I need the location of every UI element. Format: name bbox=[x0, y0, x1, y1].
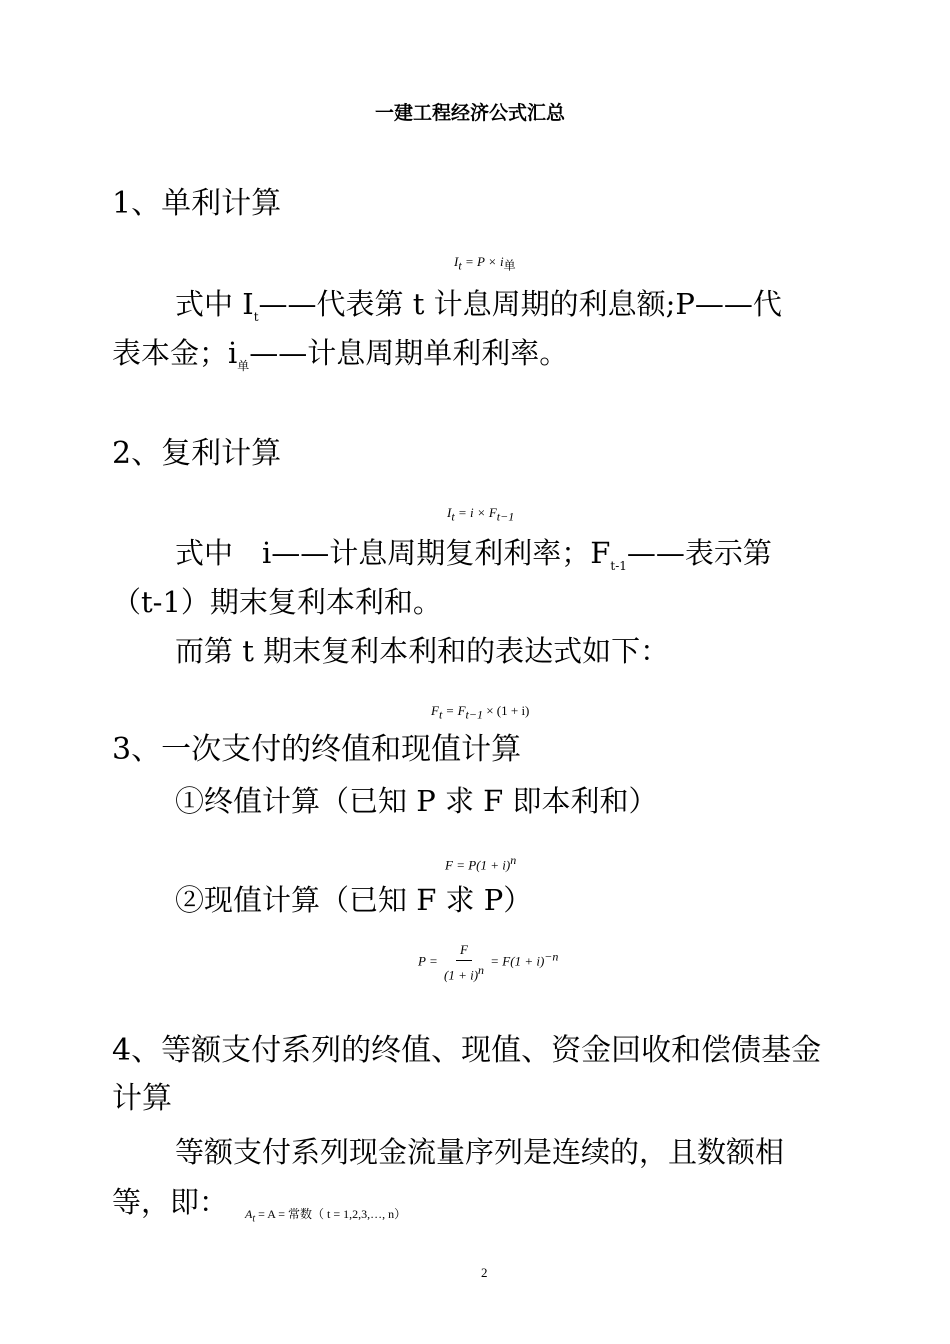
fraction: $\frac{F}{(1 + i)^n}$ bbox=[443, 942, 485, 983]
section-1-heading: 1、单利计算 bbox=[112, 186, 282, 221]
formula-compound-end-amount: $F_t = F_{t-1} \times (1 + i)$ bbox=[431, 703, 530, 722]
page-title: 一建工程经济公式汇总 bbox=[375, 102, 566, 124]
formula-present-value: P = $\frac{F}{(1 + i)^n}$ = $F(1 + i)^{-n}$ bbox=[418, 942, 559, 983]
section-2-paragraph-line3: 而第 t 期末复利本利和的表达式如下： bbox=[175, 634, 670, 668]
section-2-heading: 2、复利计算 bbox=[112, 436, 282, 471]
section-3-item-2: ②现值计算（已知 F 求 P） bbox=[175, 883, 533, 917]
section-4-paragraph-line1: 等额支付系列现金流量序列是连续的，且数额相 bbox=[175, 1135, 785, 1169]
section-1-paragraph-line1: 式中 $I_t——$代表第 t 计息周期的利息额;P——代 bbox=[175, 287, 782, 324]
formula-compound-interest: $I_t = i \times F_{t-1}$ bbox=[447, 505, 515, 524]
section-4-heading-line1: 4、等额支付系列的终值、现值、资金回收和偿债基金 bbox=[112, 1033, 822, 1068]
formula-future-value: $F = P(1 + i)^n$ bbox=[445, 853, 517, 873]
formula-simple-interest: $I_t = P \times i_单$ bbox=[454, 254, 516, 273]
section-4-heading-line2: 计算 bbox=[112, 1081, 172, 1116]
formula-equal-payment: $A_t = A$ = 常数（ t = 1,2,3,…, n） bbox=[245, 1207, 407, 1225]
section-4-paragraph-line2: 等，即： bbox=[112, 1185, 229, 1219]
section-1-paragraph-line2: 表本金；$i_单——$计息周期单利利率。 bbox=[112, 336, 569, 373]
section-2-paragraph-line2: （t-1）期末复利本利和。 bbox=[112, 585, 442, 619]
section-2-paragraph-line1: 式中 i——计息周期复利利率；$F_{t-1}——$表示第 bbox=[175, 536, 772, 573]
section-3-item-1: ①终值计算（已知 P 求 F 即本利和） bbox=[175, 784, 658, 818]
section-3-heading: 3、一次支付的终值和现值计算 bbox=[112, 732, 522, 767]
page-number: 2 bbox=[481, 1265, 488, 1280]
